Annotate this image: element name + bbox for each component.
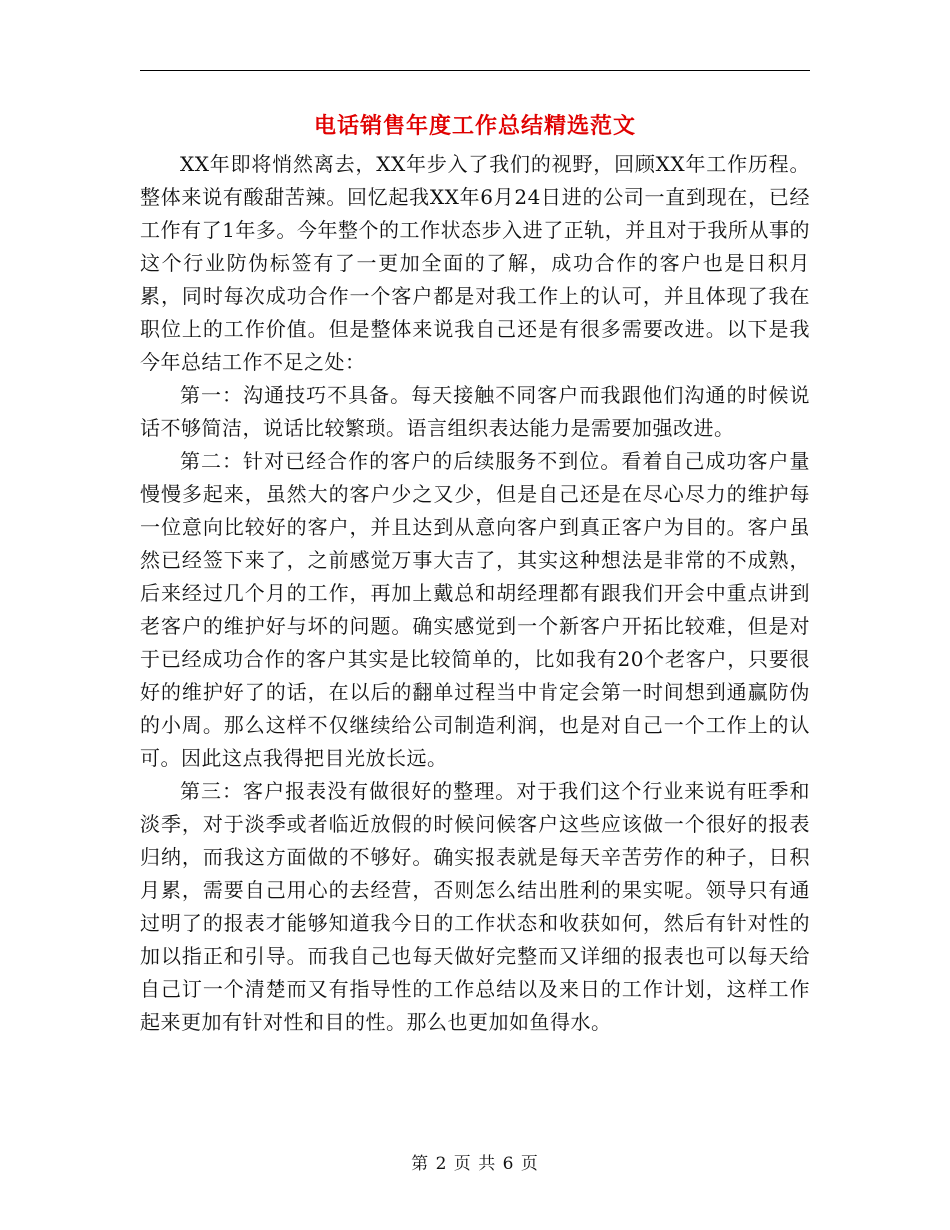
document-body (140, 148, 810, 1039)
document-title: 电话销售年度工作总结精选范文 (313, 113, 636, 139)
page-number: 第 2 页 共 6 页 (411, 1154, 539, 1174)
paragraph-point-3: 第三：客户报表没有做很好的整理。对于我们这个行业来说有旺季和淡季，对于淡季或者临近放假的时候问候客户这些应该做一个很好的报表归纳，而我这方面做的不够好。确实报表就是每天辛苦劳作的种子，日积月累，需要自己用心的去经营，否则怎么结出胜利的果实呢。领导只有通过明了的报表才能够知道我今日的工作状态和收获如何，然后有针对性的加以指正和引导。而我自己也每天做好完整而又详细的报表也可以每天给自己订一个清楚而又有指导性的工作总结以及来日的工作计划，这样工作起来更加有针对性和目的性。那么也更加如鱼得水。 (140, 779, 810, 1034)
paragraph-intro: XX年即将悄然离去，XX年步入了我们的视野，回顾XX年工作历程。整体来说有酸甜苦辣。回忆起我XX年6月24日进的公司一直到现在，已经工作有了1年多。今年整个的工作状态步入进了正轨，并且对于我所从事的这个行业防伪标签有了一更加全面的了解，成功合作的客户也是日积月累，同时每次成功合作一个客户都是对我工作上的认可，并且体现了我在职位上的工作价值。但是整体来说我自己还是有很多需要改进。以下是我今年总结工作不足之处： (140, 152, 810, 374)
paragraph-point-1: 第一：沟通技巧不具备。每天接触不同客户而我跟他们沟通的时候说话不够简洁，说话比较繁琐。语言组织表达能力是需要加强改进。 (140, 383, 810, 440)
paragraph-point-2: 第二：针对已经合作的客户的后续服务不到位。看着自己成功客户量慢慢多起来，虽然大的客户少之又少，但是自己还是在尽心尽力的维护每一位意向比较好的客户，并且达到从意向客户到真正客户为目的。客户虽然已经签下来了，之前感觉万事大吉了，其实这种想法是非常的不成熟，后来经过几个月的工作，再加上戴总和胡经理都有跟我们开会中重点讲到老客户的维护好与坏的问题。确实感觉到一个新客户开拓比较难，但是对于已经成功合作的客户其实是比较简单的，比如我有20个老客户，只要很好的维护好了的话，在以后的翻单过程当中肯定会第一时间想到通赢防伪的小周。那么这样不仅继续给公司制造利润，也是对自己一个工作上的认可。因此这点我得把目光放长远。 (140, 449, 810, 770)
header-rule (140, 70, 810, 71)
